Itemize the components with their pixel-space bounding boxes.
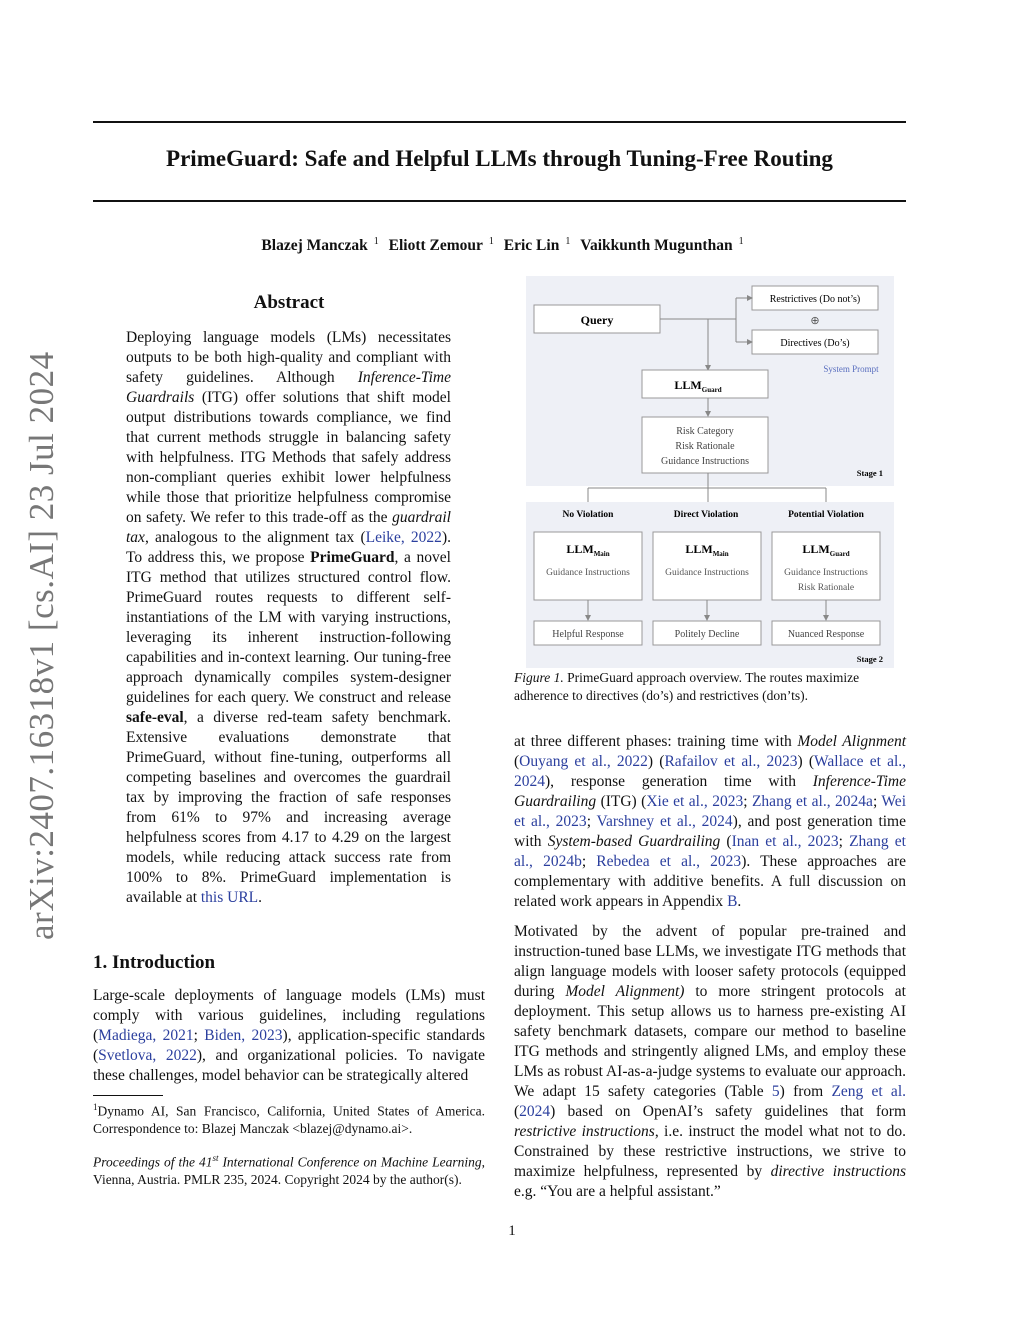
text-run: Inference-Time Guardrailing bbox=[514, 773, 906, 810]
text-run: . bbox=[737, 893, 742, 910]
author-name: Vaikkunth Mugunthan bbox=[580, 237, 733, 255]
politely-decline-label: Politely Decline bbox=[674, 629, 740, 640]
restrictives-label: Restrictives (Do not’s) bbox=[769, 294, 861, 305]
citation-link[interactable]: 2024 bbox=[519, 1103, 551, 1120]
citation-link[interactable]: Zhang et al., 2024b bbox=[514, 833, 906, 870]
text-run: ) ( bbox=[647, 753, 665, 770]
llm-main-label-2: $LLM_{Main}$ bbox=[685, 542, 729, 558]
text-run: Model Alignment) bbox=[565, 983, 685, 1000]
text-run: ; bbox=[581, 853, 597, 870]
plus-icon: ⊕ bbox=[810, 315, 820, 327]
citation-link[interactable]: B bbox=[727, 893, 738, 910]
text-run: ; bbox=[586, 813, 597, 830]
guidance-label: Guidance Instructions bbox=[665, 568, 749, 578]
llm-guard-label: $LLM_{Guard}$ bbox=[674, 378, 722, 394]
citation-link[interactable]: Svetlova, 2022 bbox=[98, 1047, 197, 1064]
author-name: Eliott Zemour bbox=[388, 237, 483, 255]
stage1-label: Stage 1 bbox=[856, 468, 883, 478]
direct-violation-label: Direct Violation bbox=[673, 510, 739, 520]
text-run: ) from bbox=[779, 1083, 832, 1100]
author-affiliation-mark: 1 bbox=[565, 236, 571, 247]
llm-guard-label-2: $LLM_{Guard}$ bbox=[802, 542, 850, 558]
risk-rationale-label: Risk Rationale bbox=[797, 583, 855, 593]
nuanced-response-label: Nuanced Response bbox=[787, 629, 865, 640]
text-run: ( bbox=[720, 833, 732, 850]
text-run: e.g. “You are a helpful assistant.” bbox=[514, 1183, 721, 1200]
citation-link[interactable]: Rebedea et al., 2023 bbox=[596, 853, 742, 870]
figure-caption: Figure 1. PrimeGuard approach overview. The routes maximize adherence to directives (do’s) and restrictives (don’ts). bbox=[514, 670, 860, 703]
citation-link[interactable]: Zeng et al. bbox=[831, 1083, 906, 1100]
text-run: ( bbox=[514, 753, 520, 770]
citation-link[interactable]: Inan et al., 2023 bbox=[731, 833, 839, 850]
directives-label: Directives (Do’s) bbox=[780, 338, 850, 349]
arxiv-stamp: arXiv:2407.16318v1 [cs.AI] 23 Jul 2024 bbox=[22, 351, 61, 940]
citation-link[interactable]: Varshney et al., 2024 bbox=[596, 813, 733, 830]
text-run: ; bbox=[838, 833, 850, 850]
footnote: $^1$Dynamo AI, San Francisco, California, United States of America. Correspondence to: Blazej Manczak <blazej@dynamo.ai>. bbox=[93, 1102, 485, 1136]
text-run: ; bbox=[743, 793, 752, 810]
stage2-label: Stage 2 bbox=[856, 654, 883, 664]
query-label: Query bbox=[580, 313, 614, 327]
footnote-rule bbox=[93, 1095, 163, 1096]
author-name: Eric Lin bbox=[503, 237, 560, 255]
paragraph bbox=[514, 732, 906, 912]
guidance-label: Guidance Instructions bbox=[546, 568, 630, 578]
proceedings-note: Proceedings of the 41st International Conference on Machine Learning, Vienna, Austria. PMLR 235, 2024. Copyright 2024 by the author(s). bbox=[93, 1153, 485, 1187]
intro-text: Large-scale deployments of language models (LMs) must comply with various guidelines, including regulations (Madiega, 2021; Biden, 2023), application-specific standards (Svetlova, 2022), and organizational policies. To navigate these challenges, model behavior can be strategically altered bbox=[93, 987, 486, 1084]
helpful-response-label: Helpful Response bbox=[552, 629, 624, 640]
risk-rationale-label: Risk Rationale bbox=[675, 441, 735, 452]
text-run: ), and post generation time with bbox=[514, 813, 906, 850]
no-violation-label: No Violation bbox=[562, 510, 614, 520]
potential-violation-label: Potential Violation bbox=[788, 510, 864, 520]
text-run: , i.e. instruct the model what not to do. Constrained by these restrictive instructions, we strive to maximize helpfulness, represented by bbox=[514, 1123, 906, 1180]
citation-link[interactable]: 5 bbox=[771, 1083, 780, 1100]
figure-diagram bbox=[526, 276, 894, 668]
right-column-text bbox=[514, 732, 906, 1202]
text-run: ) based on OpenAI’s safety guidelines that form bbox=[550, 1103, 906, 1120]
title-rule-top bbox=[93, 121, 906, 123]
system-prompt-label: System Prompt bbox=[823, 364, 879, 374]
citation-link[interactable]: Zhang et al., 2024a bbox=[751, 793, 873, 810]
figure-primeguard-overview bbox=[526, 276, 894, 668]
text-run: directive instructions bbox=[770, 1163, 906, 1180]
text-run: System-based Guardrailing bbox=[547, 833, 721, 850]
text-run: to more stringent protocols at deployment. This setup allows us to harness pre-existing AI safety benchmark datasets, compare our method to baseline ITG methods and stringently aligned LMs, and employ these LMs as robust AI-as-a-judge systems to evaluate our approach. We adapt 15 safety categories (Table bbox=[514, 983, 906, 1100]
citation-link[interactable]: Leike, 2022 bbox=[365, 529, 442, 546]
text-run: Motivated by the advent of popular pre-trained and instruction-tuned base LLMs, we investigate ITG methods that align language models with looser safety protocols (equipped during bbox=[514, 923, 906, 1000]
text-run: restrictive instructions bbox=[514, 1123, 655, 1140]
text-run: ), response generation time with bbox=[545, 773, 813, 790]
section-heading-introduction: 1. Introduction bbox=[93, 952, 216, 973]
text-run: ) ( bbox=[797, 753, 814, 770]
author-affiliation-mark: 1 bbox=[373, 236, 379, 247]
guidance-label: Guidance Instructions bbox=[660, 456, 750, 467]
citation-link[interactable]: Rafailov et al., 2023 bbox=[664, 753, 798, 770]
llm-main-label-1: $LLM_{Main}$ bbox=[566, 542, 610, 558]
page-number: 1 bbox=[508, 1223, 516, 1239]
author-affiliation-mark: 1 bbox=[738, 236, 744, 247]
guidance-label: Guidance Instructions bbox=[784, 568, 868, 578]
author-name: Blazej Manczak bbox=[261, 237, 368, 255]
citation-link[interactable]: Ouyang et al., 2022 bbox=[519, 753, 648, 770]
citation-link[interactable]: Biden, 2023 bbox=[204, 1027, 283, 1044]
text-run: ; bbox=[872, 793, 882, 810]
text-run: ). These approaches are complementary with additive benefits. A full discussion on related work appears in Appendix bbox=[514, 853, 907, 910]
author-list bbox=[93, 236, 906, 255]
paragraph bbox=[514, 922, 906, 1202]
text-run: Model Alignment bbox=[797, 733, 907, 750]
citation-link[interactable]: Xie et al., 2023 bbox=[646, 793, 744, 810]
title-rule-bottom bbox=[93, 200, 906, 202]
citation-link[interactable]: Wei et al., 2023 bbox=[514, 793, 906, 830]
text-run: ( bbox=[514, 1103, 520, 1120]
author-affiliation-mark: 1 bbox=[488, 236, 494, 247]
text-run: at three different phases: training time with bbox=[514, 733, 798, 750]
code-url-link[interactable]: this URL bbox=[200, 889, 259, 906]
citation-link[interactable]: Madiega, 2021 bbox=[98, 1027, 194, 1044]
abstract-text: Deploying language models (LMs) necessitates outputs to be both high-quality and compliant with safety guidelines. Although Inference-Time Guardrails (ITG) offer solutions that shift model output distributions towards compliance, we find that current methods struggle in balancing safety with helpfulness. ITG Methods that safely address non-compliant queries exhibit lower helpfulness while those that prioritize helpfulness compromise on safety. We refer to this trade-off as the guardrail tax, analogous to the alignment tax (Leike, 2022). To address this, we propose PrimeGuard, a novel ITG method that utilizes structured control flow. PrimeGuard routes requests to different self-instantiations of the LM with varying instructions, leveraging its inherent instruction-following capabilities and in-context learning. Our tuning-free approach dynamically compiles system-designer guidelines for each query. We construct and release safe-eval, a diverse red-team safety benchmark. Extensive evaluations demonstrate that PrimeGuard, without fine-tuning, outperforms all competing baselines and overcomes the guardrail tax by improving the fraction of safe responses from 61% to 97% and increasing average helpfulness scores from 4.17 to 4.29 on the largest models, while reducing attack success rate from 100% to 8%. PrimeGuard implementation is available at this URL. bbox=[126, 329, 451, 906]
text-run: (ITG) ( bbox=[596, 793, 647, 810]
risk-category-label: Risk Category bbox=[676, 426, 734, 437]
citation-link[interactable]: Wallace et al., 2024 bbox=[514, 753, 907, 790]
abstract-heading: Abstract bbox=[253, 292, 325, 313]
paper-title: PrimeGuard: Safe and Helpful LLMs through Tuning-Free Routing bbox=[166, 146, 833, 171]
